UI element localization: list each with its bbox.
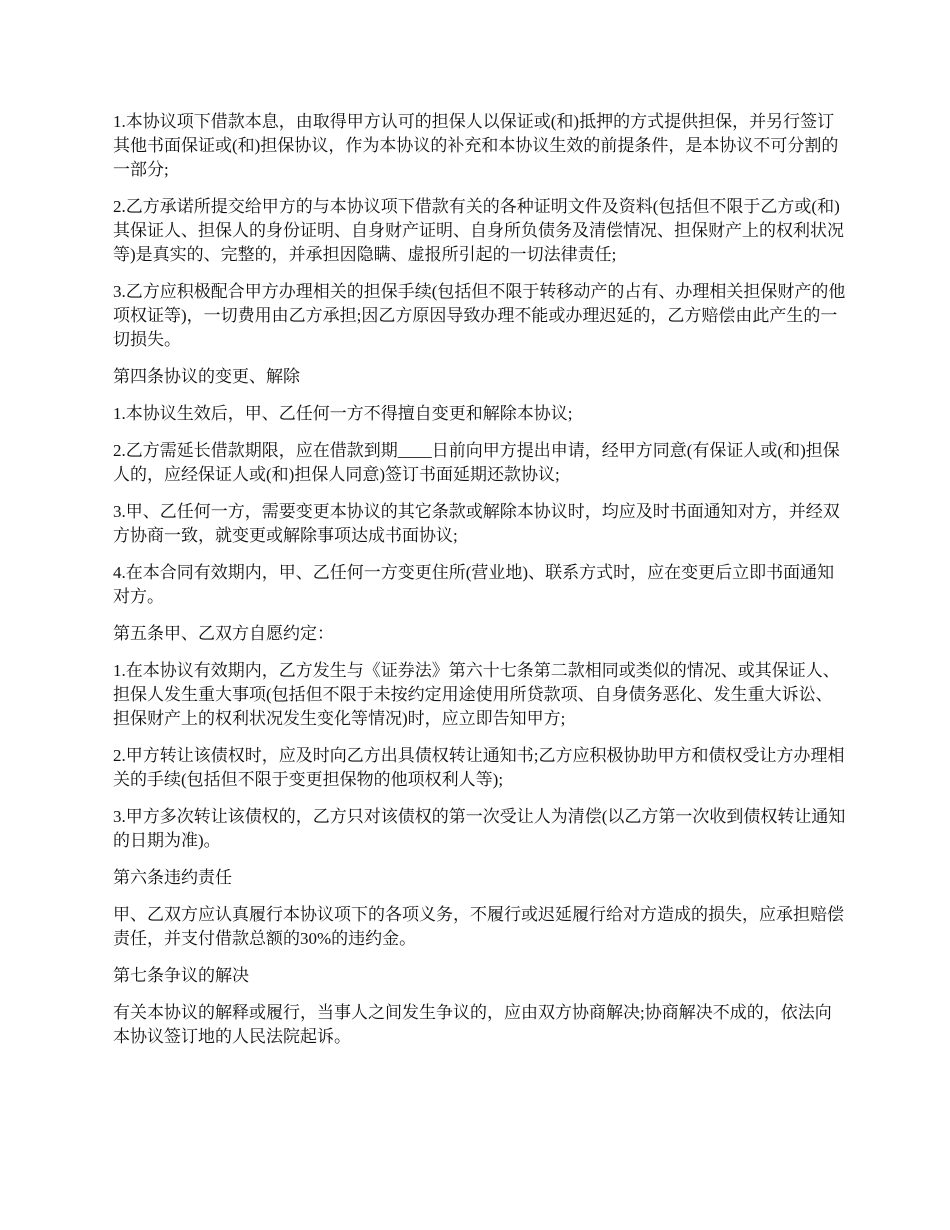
clause-3-3: 3.乙方应积极配合甲方办理相关的担保手续(包括但不限于转移动产的占有、办理相关担保财产的他项权证等)，一切费用由乙方承担;因乙方原因导致办理不能或办理迟延的，乙方赔偿由此产生的一切损失。 xyxy=(113,282,846,349)
clause-5-2: 2.甲方转让该债权时，应及时向乙方出具债权转让通知书;乙方应积极协助甲方和债权受让方办理相关的手续(包括但不限于变更担保物的他项权利人等); xyxy=(113,746,845,789)
clause-3-1: 1.本协议项下借款本息，由取得甲方认可的担保人以保证或(和)抵押的方式提供担保，并另行签订其他书面保证或(和)担保协议，作为本协议的补充和本协议生效的前提条件，是本协议不可分割的一部分; xyxy=(113,112,839,179)
section-heading-article-5: 第五条甲、乙双方自愿约定： xyxy=(113,624,334,643)
clause-6-1: 甲、乙双方应认真履行本协议项下的各项义务，不履行或迟延履行给对方造成的损失，应承担赔偿责任，并支付借款总额的30%的违约金。 xyxy=(113,905,844,948)
section-heading-article-6: 第六条违约责任 xyxy=(113,868,232,887)
clause-4-2: 2.乙方需延长借款期限，应在借款到期____日前向甲方提出申请，经甲方同意(有保证人或(和)担保人的，应经保证人或(和)担保人同意)签订书面延期还款协议; xyxy=(113,441,840,484)
clause-7-1: 有关本协议的解释或履行，当事人之间发生争议的，应由双方协商解决;协商解决不成的，依法向本协议签订地的人民法院起诉。 xyxy=(113,1003,832,1046)
clause-4-4: 4.在本合同有效期内，甲、乙任何一方变更住所(营业地)、联系方式时，应在变更后立即书面通知对方。 xyxy=(113,563,835,606)
clause-4-1: 1.本协议生效后，甲、乙任何一方不得擅自变更和解除本协议; xyxy=(113,404,573,423)
clause-5-1: 1.在本协议有效期内，乙方发生与《证券法》第六十七条第二款相同或类似的情况、或其保证人、担保人发生重大事项(包括但不限于未按约定用途使用所贷款项、自身债务恶化、发生重大诉讼、担保财产上的权利状况发生变化等情况)时，应立即告知甲方; xyxy=(113,661,840,728)
clause-5-3: 3.甲方多次转让该债权的，乙方只对该债权的第一次受让人为清偿(以乙方第一次收到债权转让通知的日期为准)。 xyxy=(113,807,846,850)
clause-3-2: 2.乙方承诺所提交给甲方的与本协议项下借款有关的各种证明文件及资料(包括但不限于乙方或(和)其保证人、担保人的身份证明、自身财产证明、自身所负债务及清偿情况、担保财产上的权利状况等)是真实的、完整的，并承担因隐瞒、虚报所引起的一切法律责任; xyxy=(113,197,844,264)
clause-4-3: 3.甲、乙任何一方，需要变更本协议的其它条款或解除本协议时，均应及时书面通知对方，并经双方协商一致，就变更或解除事项达成书面协议; xyxy=(113,502,840,545)
section-heading-article-7: 第七条争议的解决 xyxy=(113,966,249,985)
document-page xyxy=(113,110,848,1062)
section-heading-article-4: 第四条协议的变更、解除 xyxy=(113,367,300,386)
